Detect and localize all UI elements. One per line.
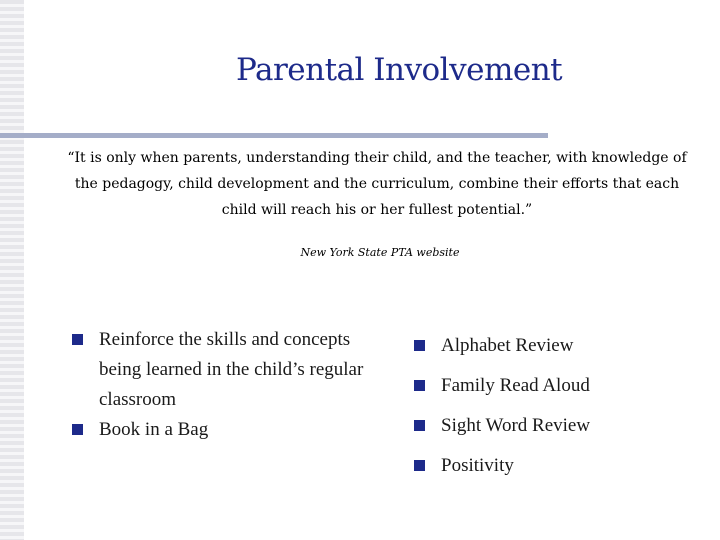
- list-item: [414, 406, 674, 446]
- square-bullet-icon: [414, 420, 425, 431]
- list-item-text: Positivity: [441, 455, 514, 476]
- list-item: [72, 415, 372, 445]
- list-item-text: Family Read Aloud: [441, 375, 590, 396]
- quote-text: “It is only when parents, understanding their child, and the teacher, with knowledge of the pedagogy, child development and the curriculum, combine their efforts that each child will reach his or her fullest potential.”: [67, 150, 687, 218]
- right-bullet-list: [414, 326, 674, 486]
- square-bullet-icon: [414, 340, 425, 351]
- square-bullet-icon: [414, 460, 425, 471]
- title-divider: [0, 133, 548, 138]
- list-item: [414, 366, 674, 406]
- list-item: [72, 325, 372, 415]
- list-item-text: Book in a Bag: [99, 419, 209, 440]
- square-bullet-icon: [72, 424, 83, 435]
- left-bullet-list: [72, 325, 372, 445]
- list-item: [414, 326, 674, 366]
- quote-citation: New York State PTA website: [300, 246, 460, 259]
- slide-title: Parental Involvement: [236, 52, 563, 88]
- list-item: [414, 446, 674, 486]
- decorative-stripes: [0, 0, 24, 540]
- list-item-text: Reinforce the skills and concepts being learned in the child’s regular classroom: [99, 329, 364, 410]
- square-bullet-icon: [414, 380, 425, 391]
- list-item-text: Sight Word Review: [441, 415, 591, 436]
- list-item-text: Alphabet Review: [441, 335, 574, 356]
- square-bullet-icon: [72, 334, 83, 345]
